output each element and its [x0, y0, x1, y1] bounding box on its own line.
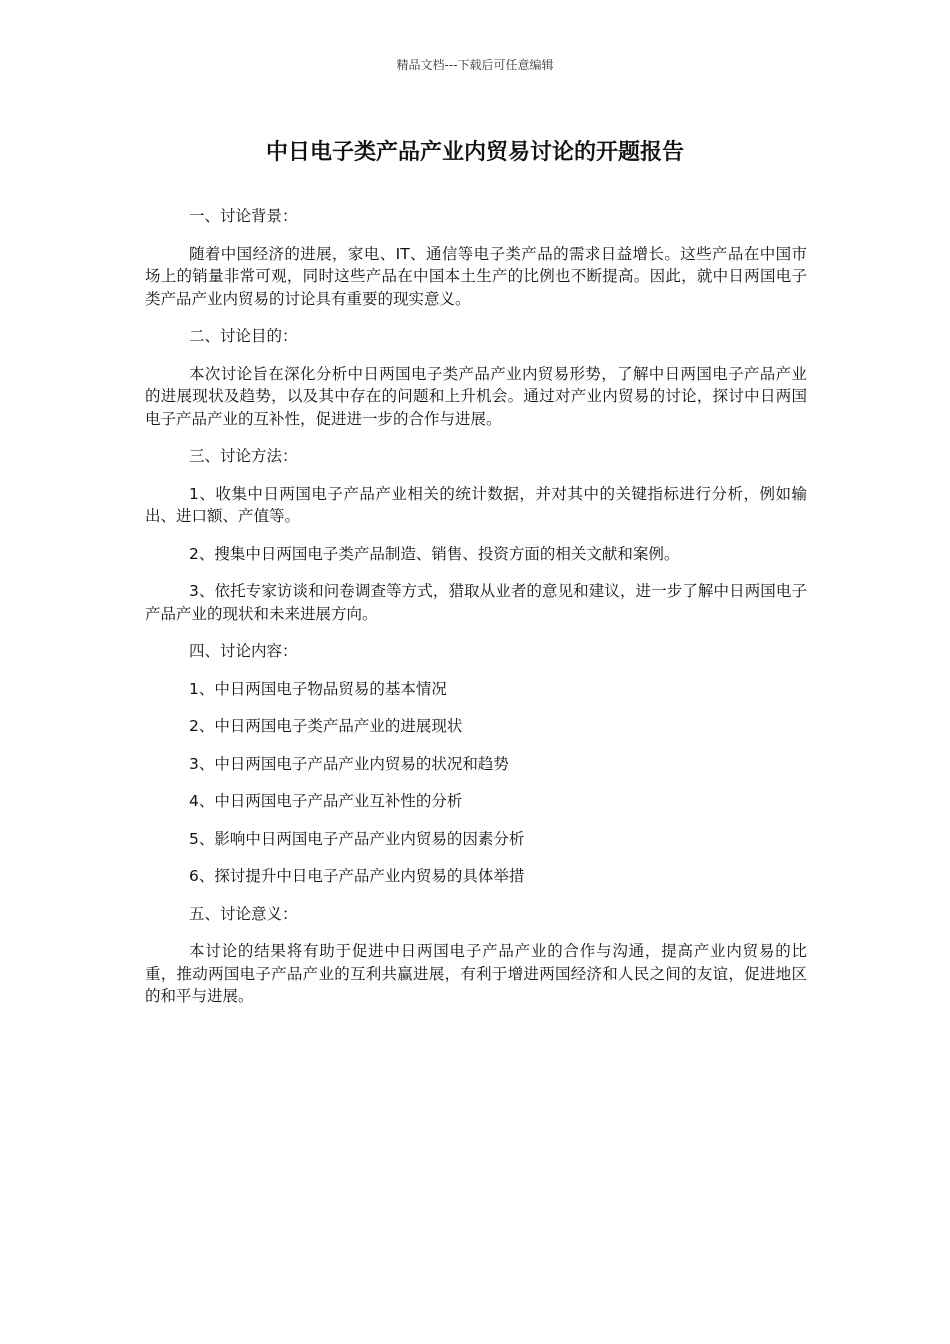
content-item-6: 6、探讨提升中日电子产品产业内贸易的具体举措 — [189, 867, 525, 885]
section-heading-method: 三、讨论方法： — [189, 447, 298, 465]
section-heading-significance: 五、讨论意义： — [189, 904, 298, 923]
page-header-note: 精品文档---下载后可任意编辑 — [396, 58, 554, 72]
content-item-1: 1、中日两国电子物品贸易的基本情况 — [189, 679, 447, 698]
content-item-3: 3、中日两国电子产品产业内贸易的状况和趋势 — [189, 754, 509, 773]
section-heading-content: 四、讨论内容： — [189, 642, 298, 660]
document-title: 中日电子类产品产业内贸易讨论的开题报告 — [265, 140, 684, 165]
section-heading-purpose: 二、讨论目的： — [189, 327, 298, 345]
paragraph-significance: 本讨论的结果将有助于促进中日两国电子产品产业的合作与沟通，提高产业内贸易的比重，推动两国电子产品产业的互利共赢进展，有利于增进两国经济和人民之间的友谊，促进地区的和平与进展。 — [145, 942, 807, 1005]
content-item-4: 4、中日两国电子产品产业互补性的分析 — [189, 792, 463, 810]
paragraph-purpose: 本次讨论旨在深化分析中日两国电子类产品产业内贸易形势，了解中日两国电子产品产业的进展现状及趋势，以及其中存在的问题和上升机会。通过对产业内贸易的讨论，探讨中日两国电子产品产业的互补性，促进进一步的合作与进展。 — [145, 364, 807, 428]
content-item-5: 5、影响中日两国电子产品产业内贸易的因素分析 — [189, 829, 525, 848]
paragraph-background: 随着中国经济的进展，家电、IT、通信等电子类产品的需求日益增长。这些产品在中国市场上的销量非常可观，同时这些产品在中国本土生产的比例也不断提高。因此，就中日两国电子类产品产业内贸易的讨论具有重要的现实意义。 — [145, 244, 807, 308]
method-item-2: 2、搜集中日两国电子类产品制造、销售、投资方面的相关文献和案例。 — [189, 544, 680, 563]
document-body — [145, 205, 807, 1023]
method-item-3: 3、依托专家访谈和问卷调查等方式，猎取从业者的意见和建议，进一步了解中日两国电子产品产业的现状和未来进展方向。 — [145, 582, 807, 623]
method-item-1: 1、收集中日两国电子产品产业相关的统计数据，并对其中的关键指标进行分析，例如输出、进口额、产值等。 — [145, 484, 807, 525]
content-item-2: 2、中日两国电子类产品产业的进展现状 — [189, 717, 463, 735]
section-heading-background: 一、讨论背景： — [189, 207, 298, 225]
